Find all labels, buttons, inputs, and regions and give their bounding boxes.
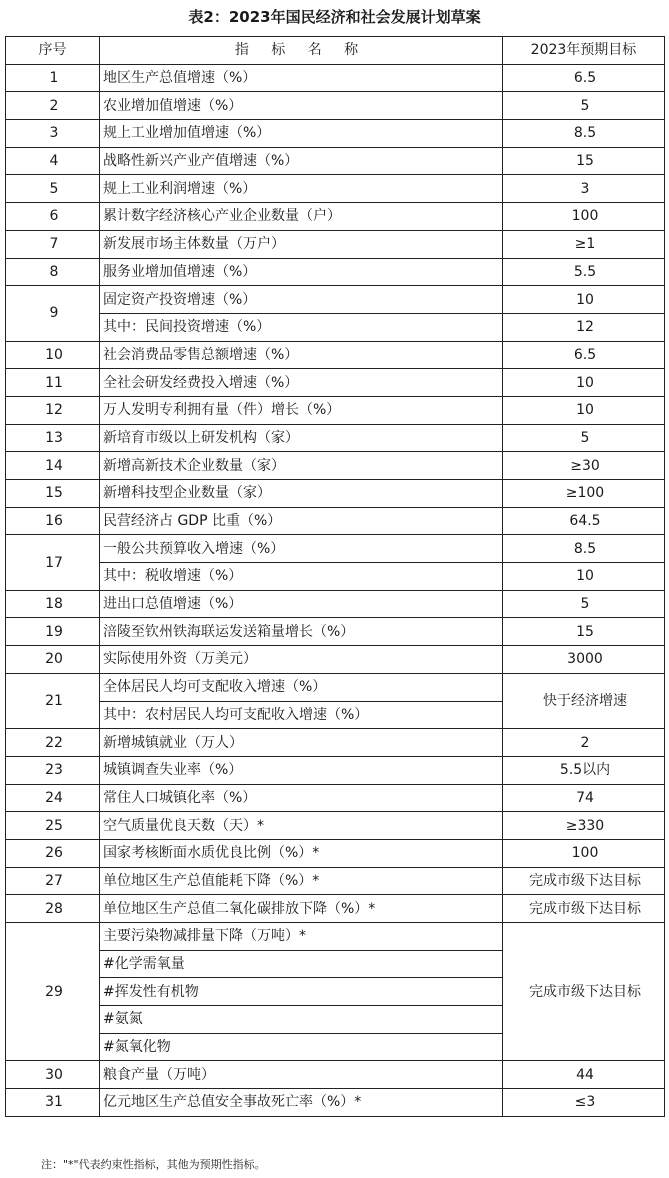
row-number: 4 (6, 147, 100, 175)
indicator-name: 万人发明专利拥有量（件）增长（%） (100, 396, 503, 424)
footnote: 注："*"代表约束性指标，其他为预期性指标。 (41, 1158, 266, 1171)
table-row (6, 590, 665, 618)
indicator-name: 固定资产投资增速（%） (100, 286, 503, 314)
indicator-name: 其中：农村居民人均可支配收入增速（%） (100, 701, 503, 729)
indicator-name: 地区生产总值增速（%） (100, 64, 503, 92)
table-row (6, 369, 665, 397)
row-number: 3 (6, 120, 100, 148)
indicator-name: #氮氧化物 (100, 1033, 503, 1061)
row-number: 6 (6, 203, 100, 231)
target-value: 快于经济增速 (503, 673, 665, 728)
table-row (6, 729, 665, 757)
row-number: 18 (6, 590, 100, 618)
target-value: 15 (503, 147, 665, 175)
indicator-name: 亿元地区生产总值安全事故死亡率（%）* (100, 1089, 503, 1117)
target-value: 15 (503, 618, 665, 646)
target-value: 100 (503, 839, 665, 867)
row-number: 11 (6, 369, 100, 397)
target-value: 完成市级下达目标 (503, 923, 665, 1061)
table-row (6, 867, 665, 895)
indicator-name: 实际使用外资（万美元） (100, 646, 503, 674)
indicator-name: 粮食产量（万吨） (100, 1061, 503, 1089)
target-value: 2 (503, 729, 665, 757)
target-value: 44 (503, 1061, 665, 1089)
table-row (6, 784, 665, 812)
plan-table (5, 36, 665, 1117)
indicator-name: 主要污染物减排量下降（万吨）* (100, 923, 503, 951)
table-row (6, 923, 665, 951)
table-row (6, 313, 665, 341)
indicator-name: #氨氮 (100, 1006, 503, 1034)
indicator-name: 一般公共预算收入增速（%） (100, 535, 503, 563)
target-value: 5 (503, 92, 665, 120)
indicator-name: 新增高新技术企业数量（家） (100, 452, 503, 480)
target-value: 6.5 (503, 64, 665, 92)
row-number: 5 (6, 175, 100, 203)
table-row (6, 230, 665, 258)
target-value: 8.5 (503, 535, 665, 563)
target-value: ≤3 (503, 1089, 665, 1117)
target-value: 6.5 (503, 341, 665, 369)
target-value: 完成市级下达目标 (503, 895, 665, 923)
table-row (6, 535, 665, 563)
table-row (6, 812, 665, 840)
target-value: 5 (503, 590, 665, 618)
header-target: 2023年预期目标 (503, 37, 665, 65)
row-number: 23 (6, 756, 100, 784)
table-title: 表2：2023年国民经济和社会发展计划草案 (188, 8, 481, 26)
indicator-name: #化学需氧量 (100, 950, 503, 978)
row-number: 26 (6, 839, 100, 867)
row-number: 17 (6, 535, 100, 590)
table-row (6, 480, 665, 508)
indicator-name: 规上工业增加值增速（%） (100, 120, 503, 148)
indicator-name: 新培育市级以上研发机构（家） (100, 424, 503, 452)
table-row (6, 92, 665, 120)
row-number: 14 (6, 452, 100, 480)
target-value: 3000 (503, 646, 665, 674)
row-number: 31 (6, 1089, 100, 1117)
target-value: 10 (503, 396, 665, 424)
row-number: 12 (6, 396, 100, 424)
target-value: ≥330 (503, 812, 665, 840)
row-number: 9 (6, 286, 100, 341)
target-value: 10 (503, 286, 665, 314)
indicator-name: 其中：税收增速（%） (100, 563, 503, 591)
row-number: 7 (6, 230, 100, 258)
row-number: 8 (6, 258, 100, 286)
indicator-name: 单位地区生产总值能耗下降（%）* (100, 867, 503, 895)
target-value: 3 (503, 175, 665, 203)
target-value: ≥30 (503, 452, 665, 480)
indicator-name: #挥发性有机物 (100, 978, 503, 1006)
row-number: 19 (6, 618, 100, 646)
indicator-name: 涪陵至钦州铁海联运发送箱量增长（%） (100, 618, 503, 646)
indicator-name: 单位地区生产总值二氧化碳排放下降（%）* (100, 895, 503, 923)
indicator-name: 全体居民人均可支配收入增速（%） (100, 673, 503, 701)
indicator-name: 新发展市场主体数量（万户） (100, 230, 503, 258)
indicator-name: 战略性新兴产业产值增速（%） (100, 147, 503, 175)
row-number: 15 (6, 480, 100, 508)
indicator-name: 累计数字经济核心产业企业数量（户） (100, 203, 503, 231)
indicator-name: 常住人口城镇化率（%） (100, 784, 503, 812)
target-value: 10 (503, 563, 665, 591)
table-row (6, 286, 665, 314)
indicator-name: 新增科技型企业数量（家） (100, 480, 503, 508)
row-number: 24 (6, 784, 100, 812)
table-row (6, 341, 665, 369)
indicator-name: 其中：民间投资增速（%） (100, 313, 503, 341)
table-row (6, 147, 665, 175)
row-number: 16 (6, 507, 100, 535)
target-value: 5.5 (503, 258, 665, 286)
row-number: 20 (6, 646, 100, 674)
header-row (6, 37, 665, 65)
target-value: ≥100 (503, 480, 665, 508)
indicator-name: 进出口总值增速（%） (100, 590, 503, 618)
header-no: 序号 (6, 37, 100, 65)
table-row (6, 1061, 665, 1089)
target-value: 5 (503, 424, 665, 452)
table-row (6, 646, 665, 674)
target-value: 完成市级下达目标 (503, 867, 665, 895)
target-value: 8.5 (503, 120, 665, 148)
table-row (6, 396, 665, 424)
row-number: 21 (6, 673, 100, 728)
table-row (6, 756, 665, 784)
table-row (6, 673, 665, 701)
target-value: 100 (503, 203, 665, 231)
header-name: 指 标 名 称 (100, 37, 503, 65)
indicator-name: 农业增加值增速（%） (100, 92, 503, 120)
row-number: 27 (6, 867, 100, 895)
table-row (6, 507, 665, 535)
indicator-name: 服务业增加值增速（%） (100, 258, 503, 286)
target-value: 74 (503, 784, 665, 812)
table-row (6, 258, 665, 286)
table-row (6, 839, 665, 867)
table-row (6, 895, 665, 923)
indicator-name: 新增城镇就业（万人） (100, 729, 503, 757)
indicator-name: 国家考核断面水质优良比例（%）* (100, 839, 503, 867)
row-number: 2 (6, 92, 100, 120)
table-row (6, 64, 665, 92)
target-value: 5.5以内 (503, 756, 665, 784)
indicator-name: 规上工业利润增速（%） (100, 175, 503, 203)
row-number: 30 (6, 1061, 100, 1089)
indicator-name: 空气质量优良天数（天）* (100, 812, 503, 840)
table-header (6, 37, 665, 65)
table-row (6, 203, 665, 231)
row-number: 10 (6, 341, 100, 369)
table-row (6, 424, 665, 452)
row-number: 22 (6, 729, 100, 757)
row-number: 29 (6, 923, 100, 1061)
indicator-name: 全社会研发经费投入增速（%） (100, 369, 503, 397)
table-row (6, 1089, 665, 1117)
table-body (6, 64, 665, 1116)
table-row (6, 120, 665, 148)
indicator-name: 社会消费品零售总额增速（%） (100, 341, 503, 369)
target-value: 64.5 (503, 507, 665, 535)
target-value: 10 (503, 369, 665, 397)
table-row (6, 563, 665, 591)
indicator-name: 城镇调查失业率（%） (100, 756, 503, 784)
table-row (6, 452, 665, 480)
target-value: 12 (503, 313, 665, 341)
row-number: 25 (6, 812, 100, 840)
row-number: 13 (6, 424, 100, 452)
row-number: 1 (6, 64, 100, 92)
target-value: ≥1 (503, 230, 665, 258)
table-row (6, 618, 665, 646)
indicator-name: 民营经济占 GDP 比重（%） (100, 507, 503, 535)
table-row (6, 175, 665, 203)
row-number: 28 (6, 895, 100, 923)
